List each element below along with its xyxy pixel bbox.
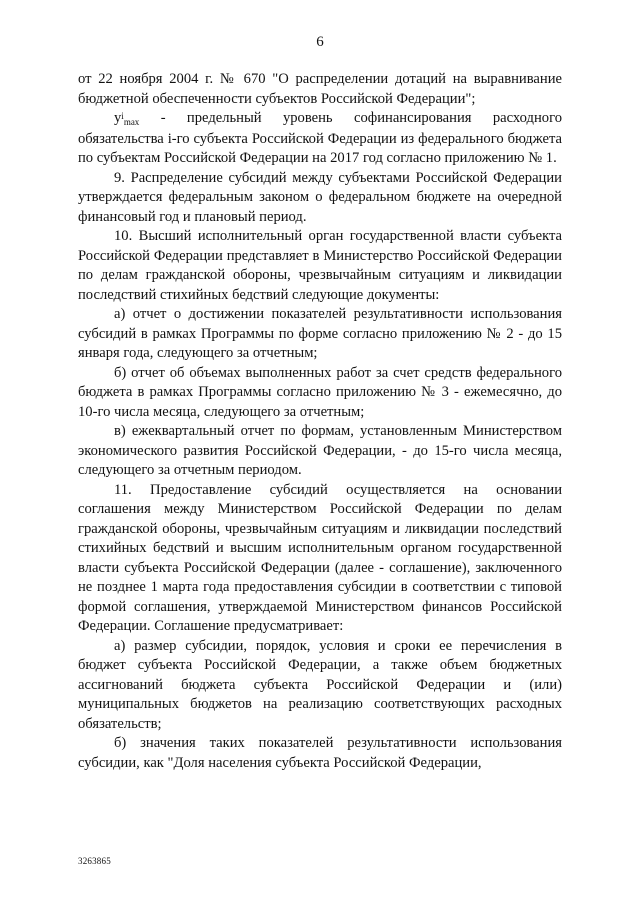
paragraph-continuation: от 22 ноября 2004 г. № 670 "О распределении дотаций на выравнивание бюджетной обеспеченности субъектов Российской Федерации";: [78, 71, 562, 107]
paragraph-9: 9. Распределение субсидий между субъектами Российской Федерации утверждается федеральным законом о федеральном бюджете на очередной финансовый год и плановый период.: [78, 169, 562, 225]
document-body: [78, 70, 562, 773]
paragraph-10-a: а) отчет о достижении показателей результативности использования субсидий в рамках Программы по форме согласно приложению № 2 - до 15 января года, следующего за отчетным;: [78, 306, 562, 361]
paragraph-11: 11. Предоставление субсидий осуществляется на основании соглашения между Министерством Российской Федерации по делам гражданской обороны, чрезвычайным ситуациям и ликвидации последствий стихийных бедствий и высшим исполнительным органом государственной власти субъекта Российской Федерации (далее - соглашение), заключенного не позднее 1 марта года предоставления субсидии в соответствии с типовой формой соглашения, утверждаемой Министерством финансов Российской Федерации. Соглашение предусматривает:: [78, 481, 562, 634]
document-code: 3263865: [78, 856, 111, 866]
paragraph-10-b: б) отчет об объемах выполненных работ за счет средств федерального бюджета в рамках Программы согласно приложению № 3 - ежемесячно, до 10-го числа месяца, следующего за отчетным;: [78, 364, 562, 420]
paragraph-11-a: а) размер субсидии, порядок, условия и сроки ее перечисления в бюджет субъекта Российской Федерации, а также объем бюджетных ассигнований бюджета субъекта Российской Федерации и (или) муниципальных бюджетов на реализацию соответствующих расходных обязательств;: [78, 637, 562, 732]
page-number: 6: [316, 34, 324, 50]
paragraph-definition: $y^i_{max}$ - предельный уровень софинансирования расходного обязательства i-го субъекта Российской Федерации из федерального бюджета по субъектам Российской Федерации на 2017 год согласно приложению № 1.: [78, 110, 562, 166]
formula-symbol: $y^i_{max}$: [114, 110, 140, 127]
paragraph-10: 10. Высший исполнительный орган государственной власти субъекта Российской Федерации представляет в Министерство Российской Федерации по делам гражданской обороны, чрезвычайным ситуациям и ликвидации последствий стихийных бедствий следующие документы:: [78, 228, 562, 303]
paragraph-10-c: в) ежеквартальный отчет по формам, установленным Министерством экономического развития Российской Федерации, - до 15-го числа месяца, следующего за отчетным периодом.: [78, 423, 562, 478]
paragraph-11-b: б) значения таких показателей результативности использования субсидии, как "Доля населения субъекта Российской Федерации,: [78, 735, 562, 771]
